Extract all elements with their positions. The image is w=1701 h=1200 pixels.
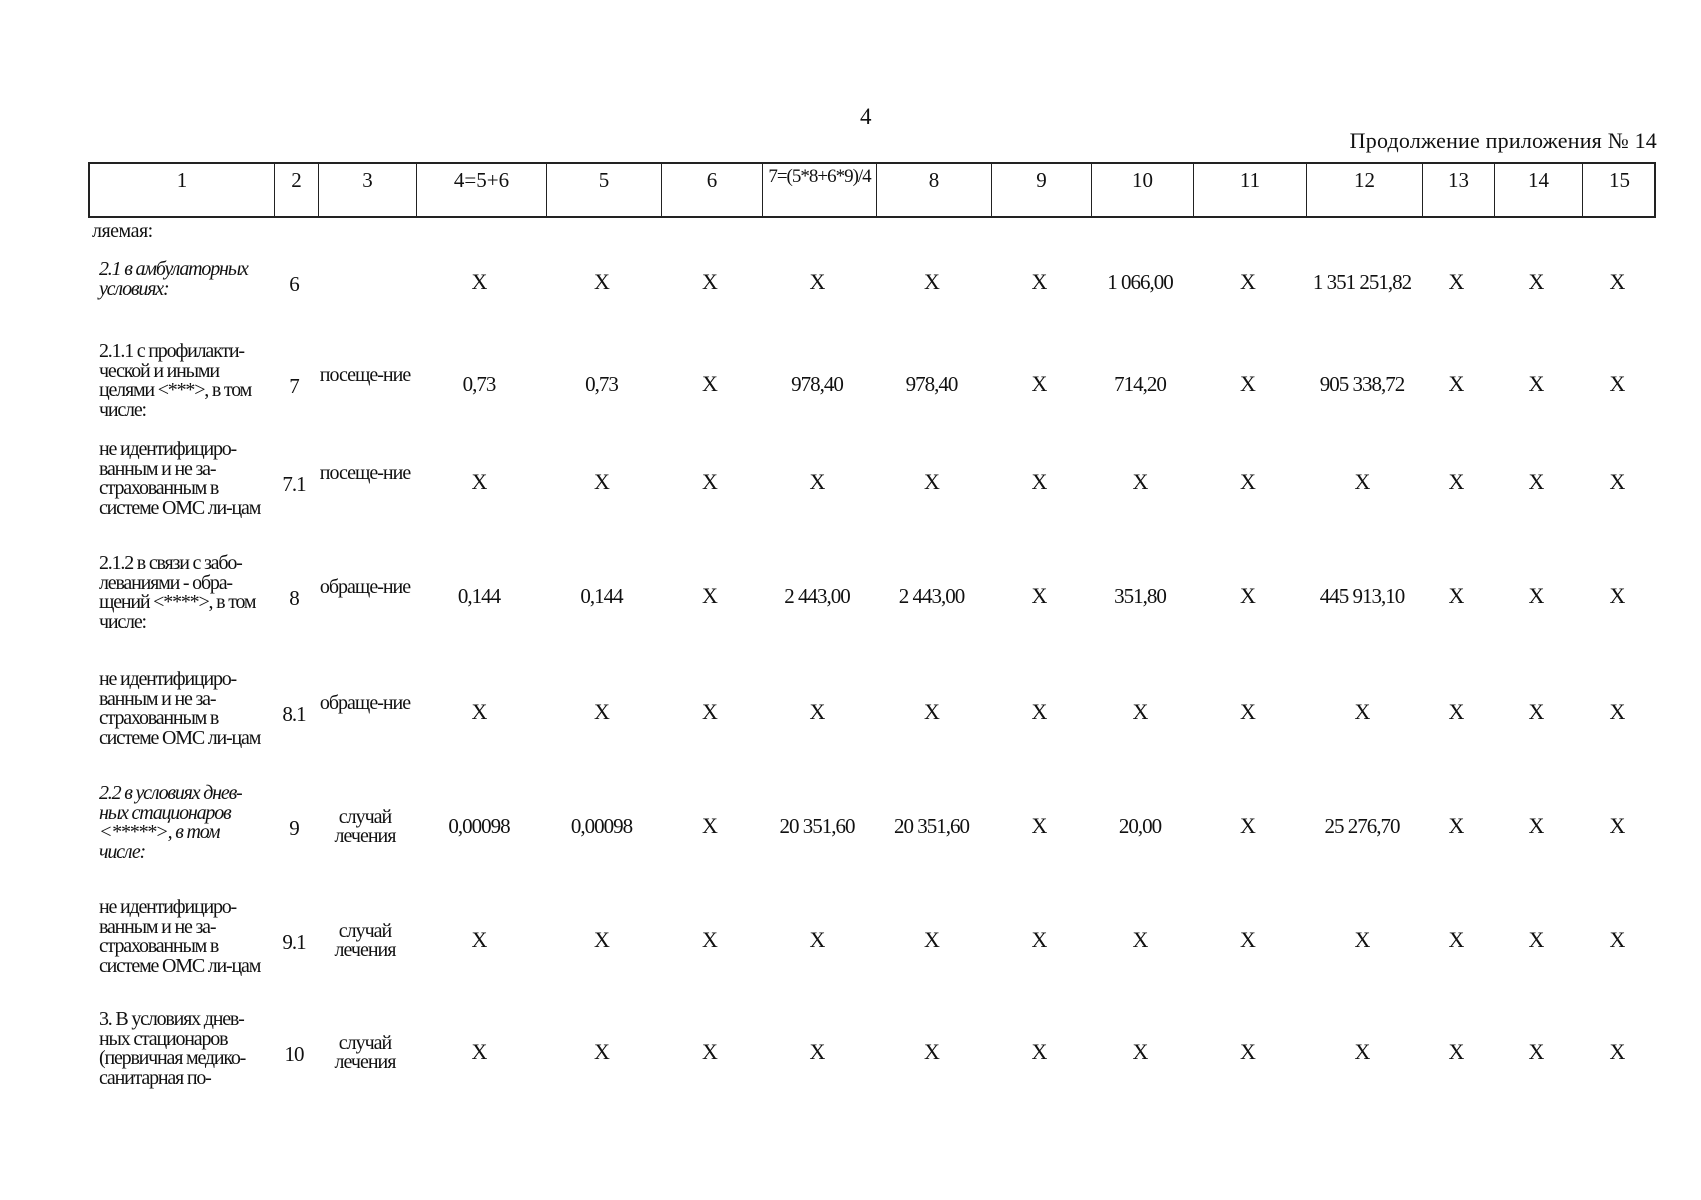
cell-col-10: 20,00 [1118, 814, 1162, 838]
table-row [88, 440, 1656, 550]
cell-col-12: X [1354, 699, 1370, 724]
header-col-1: 1 [176, 168, 188, 192]
cell-col-8: 20 351,60 [894, 814, 969, 838]
row-number: 10 [284, 1042, 304, 1066]
cell-col-15: X [1609, 469, 1625, 494]
header-col-15: 15 [1582, 164, 1656, 216]
row-unit: случай лечения [334, 806, 396, 847]
cell-col-4: X [471, 927, 487, 952]
cell-col-15: X [1609, 371, 1625, 396]
cell-col-9: X [1031, 371, 1047, 396]
cell-col-11: X [1240, 813, 1255, 838]
row-number: 6 [289, 272, 299, 296]
row-name: не идентифициро-ванным и не за-страхованным в системе ОМС ли-цам [99, 438, 261, 519]
cell-col-13: X [1448, 371, 1464, 396]
cell-col-13: X [1448, 699, 1464, 724]
cell-col-10: X [1132, 469, 1148, 494]
row-unit: обраще-ние [319, 576, 411, 598]
cell-col-14: X [1528, 583, 1544, 608]
header-col-9: 9 [991, 164, 1091, 216]
cell-col-12: 905 338,72 [1319, 372, 1405, 396]
row-unit: случай лечения [334, 920, 396, 961]
cell-col-9: X [1031, 1039, 1047, 1064]
table-row [88, 554, 1656, 666]
row-number: 8.1 [282, 702, 306, 726]
table-header-row [88, 162, 1656, 218]
cell-col-7: X [809, 469, 825, 494]
cell-col-14: X [1528, 269, 1544, 294]
cell-col-15: X [1609, 927, 1625, 952]
cell-col-7: X [809, 269, 825, 294]
cell-col-14: X [1528, 813, 1544, 838]
cell-col-4: 0,00098 [448, 814, 510, 838]
cell-col-8: X [924, 269, 939, 294]
cell-col-11: X [1240, 1039, 1255, 1064]
cell-col-5: X [594, 469, 609, 494]
cell-col-12: X [1354, 1039, 1370, 1064]
cell-col-8: X [924, 469, 939, 494]
cell-col-12: X [1354, 927, 1370, 952]
cell-col-8: 2 443,00 [898, 584, 965, 608]
row-unit: обраще-ние [319, 692, 411, 714]
row-name: 3. В условиях днев-ных стационаров (первичная медико-санитарная по- [99, 1008, 246, 1089]
cell-col-6: X [702, 1039, 717, 1064]
table-row [88, 898, 1656, 1008]
table-row [88, 1010, 1656, 1110]
cell-col-8: X [924, 1039, 939, 1064]
cell-col-7: 20 351,60 [779, 814, 855, 838]
cell-col-8: X [924, 927, 939, 952]
row-number: 9.1 [282, 930, 306, 954]
cell-col-9: X [1031, 927, 1047, 952]
cell-col-4: 0,144 [457, 584, 501, 608]
row-number: 9 [289, 816, 299, 840]
row-name: не идентифициро-ванным и не за-страхованным в системе ОМС ли-цам [99, 668, 261, 749]
row-name: не идентифициро-ванным и не за-страхованным в системе ОМС ли-цам [99, 896, 261, 977]
cell-col-7: X [809, 1039, 825, 1064]
header-col-5: 5 [546, 164, 661, 216]
cell-col-6: X [702, 269, 717, 294]
cell-col-4: X [471, 699, 487, 724]
cell-col-10: X [1132, 1039, 1148, 1064]
header-col-13: 13 [1422, 164, 1494, 216]
header-col-2: 2 [274, 164, 318, 216]
row-number: 8 [289, 586, 299, 610]
cell-col-15: X [1609, 269, 1625, 294]
cell-col-15: X [1609, 583, 1625, 608]
cell-col-13: X [1448, 269, 1464, 294]
cell-col-13: X [1448, 813, 1464, 838]
cell-col-11: X [1240, 469, 1255, 494]
cell-col-4: X [471, 269, 487, 294]
cell-col-10: 714,20 [1114, 372, 1166, 396]
cell-col-9: X [1031, 699, 1047, 724]
cell-col-13: X [1448, 927, 1464, 952]
cell-col-5: 0,73 [585, 372, 618, 396]
cell-col-14: X [1528, 469, 1544, 494]
cell-col-11: X [1240, 583, 1255, 608]
cell-col-6: X [702, 469, 717, 494]
row-name: 2.1 в амбулаторных условиях: [99, 258, 248, 300]
cell-col-5: X [594, 269, 609, 294]
cell-col-13: X [1448, 469, 1464, 494]
cell-col-15: X [1609, 813, 1625, 838]
row-name: 2.1.1 с профилакти-ческой и иными целями <***>, в том числе: [99, 340, 252, 421]
table-row [88, 260, 1656, 340]
cell-col-6: X [702, 699, 717, 724]
continuation-text: ляемая: [92, 220, 153, 242]
cell-col-12: 25 276,70 [1324, 814, 1400, 838]
cell-col-12: 1 351 251,82 [1312, 270, 1412, 294]
cell-col-7: X [809, 699, 825, 724]
cell-col-14: X [1528, 1039, 1544, 1064]
row-name: 2.2 в условиях днев-ных стационаров <*****>, в том числе: [99, 782, 242, 863]
cell-col-13: X [1448, 583, 1464, 608]
cell-col-6: X [702, 371, 717, 396]
cell-col-12: 445 913,10 [1319, 584, 1405, 608]
cell-col-12: X [1354, 469, 1370, 494]
cell-col-13: X [1448, 1039, 1464, 1064]
cell-col-7: 2 443,00 [784, 584, 850, 608]
cell-col-11: X [1240, 699, 1255, 724]
cell-col-11: X [1240, 371, 1255, 396]
row-name: 2.1.2 в связи с забо-леваниями - обра-щений <****>, в том числе: [99, 552, 256, 633]
cell-col-14: X [1528, 371, 1544, 396]
cell-col-15: X [1609, 699, 1625, 724]
cell-col-10: 1 066,00 [1107, 270, 1173, 294]
table-row [88, 784, 1656, 896]
cell-col-9: X [1031, 269, 1047, 294]
row-unit: посеще-ние [319, 462, 411, 484]
row-unit: посеще-ние [319, 364, 411, 386]
cell-col-5: 0,00098 [570, 814, 633, 838]
cell-col-14: X [1528, 927, 1544, 952]
cell-col-10: X [1132, 699, 1148, 724]
cell-col-15: X [1609, 1039, 1625, 1064]
cell-col-5: X [594, 1039, 609, 1064]
table-row [88, 670, 1656, 782]
cell-col-4: X [471, 469, 487, 494]
page-number: 4 [860, 104, 872, 129]
cell-col-9: X [1031, 583, 1047, 608]
cell-col-7: X [809, 927, 825, 952]
cell-col-8: X [924, 699, 939, 724]
cell-col-9: X [1031, 469, 1047, 494]
page-subtitle: Продолжение приложения № 14 [1349, 128, 1657, 153]
row-number: 7 [289, 374, 299, 398]
cell-col-6: X [702, 583, 717, 608]
cell-col-10: X [1132, 927, 1148, 952]
cell-col-6: X [702, 927, 717, 952]
cell-col-4: 0,73 [462, 372, 496, 396]
header-col-3: 3 [318, 164, 416, 216]
cell-col-9: X [1031, 813, 1047, 838]
header-col-10: 10 [1091, 164, 1193, 216]
cell-col-5: X [594, 927, 609, 952]
cell-col-14: X [1528, 699, 1544, 724]
table-row [88, 342, 1656, 438]
cell-col-10: 351,80 [1114, 584, 1166, 608]
header-col-4: 4=5+6 [416, 164, 546, 216]
cell-col-5: 0,144 [580, 584, 623, 608]
row-unit: случай лечения [334, 1032, 396, 1073]
cell-col-6: X [702, 813, 717, 838]
cell-col-8: 978,40 [905, 372, 958, 396]
header-col-8: 8 [876, 164, 991, 216]
header-col-7: 7=(5*8+6*9)/4 [762, 164, 876, 216]
header-col-14: 14 [1494, 164, 1582, 216]
cell-col-5: X [594, 699, 609, 724]
row-number: 7.1 [282, 472, 306, 496]
header-col-11: 11 [1193, 164, 1306, 216]
header-col-6: 6 [661, 164, 762, 216]
cell-col-11: X [1240, 927, 1255, 952]
cell-col-4: X [471, 1039, 487, 1064]
cell-col-7: 978,40 [791, 372, 843, 396]
cell-col-11: X [1240, 269, 1255, 294]
header-col-12: 12 [1306, 164, 1422, 216]
